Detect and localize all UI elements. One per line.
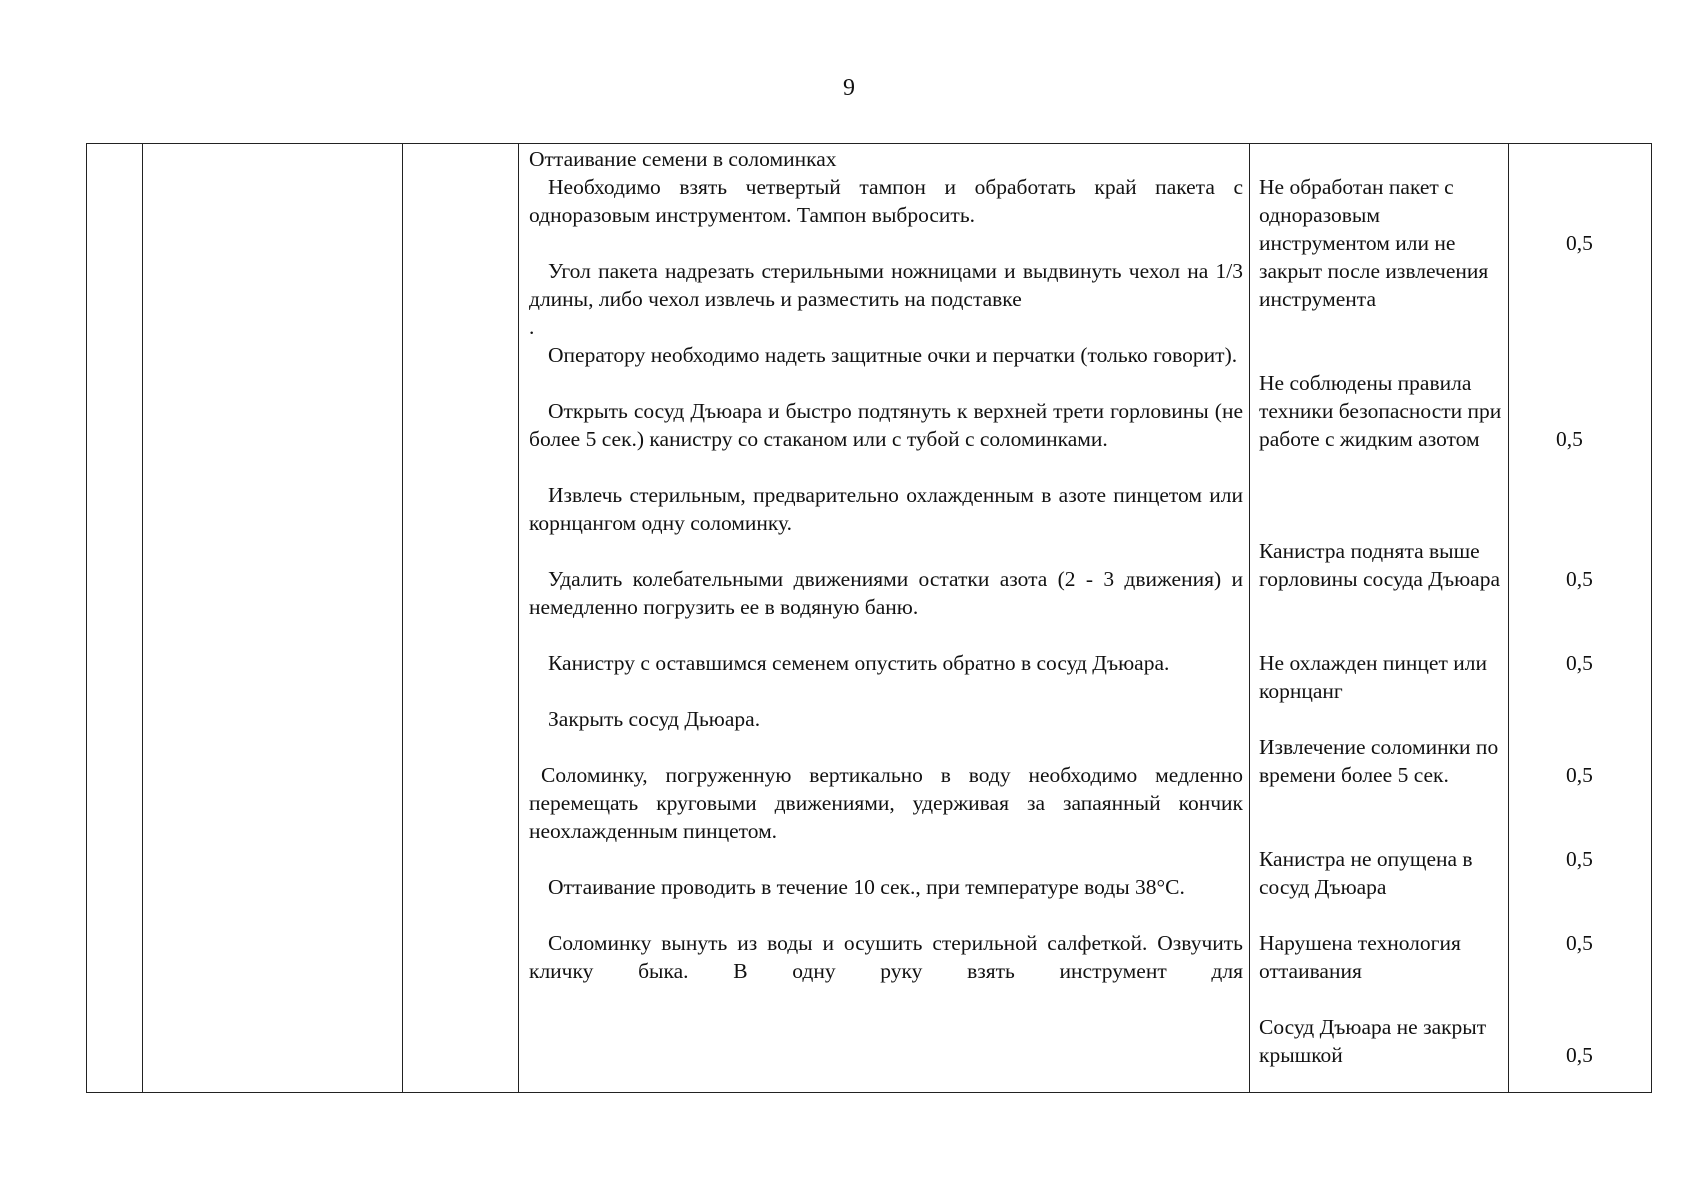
error-item: Не охлажден пинцет или корнцанг	[1259, 651, 1487, 703]
procedure-description	[529, 145, 1243, 985]
procedure-step: Открыть сосуд Дъюара и быстро подтянуть к верхней трети горловины (не более 5 сек.) канистру со стаканом или с тубой с соломинками.	[529, 399, 1243, 451]
score-value: 0,5	[1566, 847, 1593, 871]
score-value: 0,5	[1566, 231, 1593, 255]
assessment-table	[86, 143, 1652, 1093]
procedure-step: .	[529, 315, 535, 339]
error-item: Сосуд Дъюара не закрыт крышкой	[1259, 1015, 1487, 1067]
procedure-step: Удалить колебательными движениями остатки азота (2 - 3 движения) и немедленно погрузить ее в водяную баню.	[529, 567, 1243, 619]
score-value: 0,5	[1566, 931, 1593, 955]
procedure-step: Соломинку вынуть из воды и осушить стерильной салфеткой. Озвучить кличку быка. В одну руку взять инструмент для	[529, 931, 1243, 983]
error-item: Не обработан пакет с одноразовым инструментом или не закрыт после извлечения инструмента	[1259, 175, 1489, 311]
page-number: 9	[843, 75, 855, 101]
procedure-step: Извлечь стерильным, предварительно охлажденным в азоте пинцетом или корнцангом одну соломинку.	[529, 483, 1243, 535]
procedure-step: Необходимо взять четвертый тампон и обработать край пакета с одноразовым инструментом. Тампон выбросить.	[529, 175, 1243, 227]
error-column	[1259, 144, 1509, 1092]
error-item: Нарушена технология оттаивания	[1259, 931, 1461, 983]
score-value: 0,5	[1556, 427, 1583, 451]
procedure-step: Оттаивание проводить в течение 10 сек., при температуре воды 38°С.	[548, 875, 1185, 899]
procedure-step: Соломинку, погруженную вертикально в воду необходимо медленно перемещать круговыми движениями, удерживая за запаянный кончик неохлажденным пинцетом.	[529, 763, 1243, 843]
procedure-step: Канистру с оставшимся семенем опустить обратно в сосуд Дъюара.	[548, 651, 1170, 675]
error-item: Канистра не опущена в сосуд Дъюара	[1259, 847, 1473, 899]
score-value: 0,5	[1566, 763, 1593, 787]
column-divider	[402, 144, 403, 1092]
score-value: 0,5	[1566, 651, 1593, 675]
error-item: Не соблюдены правила техники безопасности при работе с жидким азотом	[1259, 371, 1502, 451]
score-value: 0,5	[1566, 1043, 1593, 1067]
column-divider	[1249, 144, 1250, 1092]
procedure-step: Угол пакета надрезать стерильными ножницами и выдвинуть чехол на 1/3 длины, либо чехол извлечь и разместить на подставке	[529, 259, 1243, 311]
error-item: Извлечение соломинки по времени более 5 сек.	[1259, 735, 1499, 787]
error-item: Канистра поднята выше горловины сосуда Дъюара	[1259, 539, 1500, 591]
column-divider	[142, 144, 143, 1092]
column-divider	[518, 144, 519, 1092]
score-value: 0,5	[1566, 567, 1593, 591]
procedure-step: Закрыть сосуд Дьюара.	[548, 707, 761, 731]
procedure-title: Оттаивание семени в соломинках	[529, 147, 837, 171]
procedure-step: Оператору необходимо надеть защитные очки и перчатки (только говорит).	[548, 343, 1238, 367]
